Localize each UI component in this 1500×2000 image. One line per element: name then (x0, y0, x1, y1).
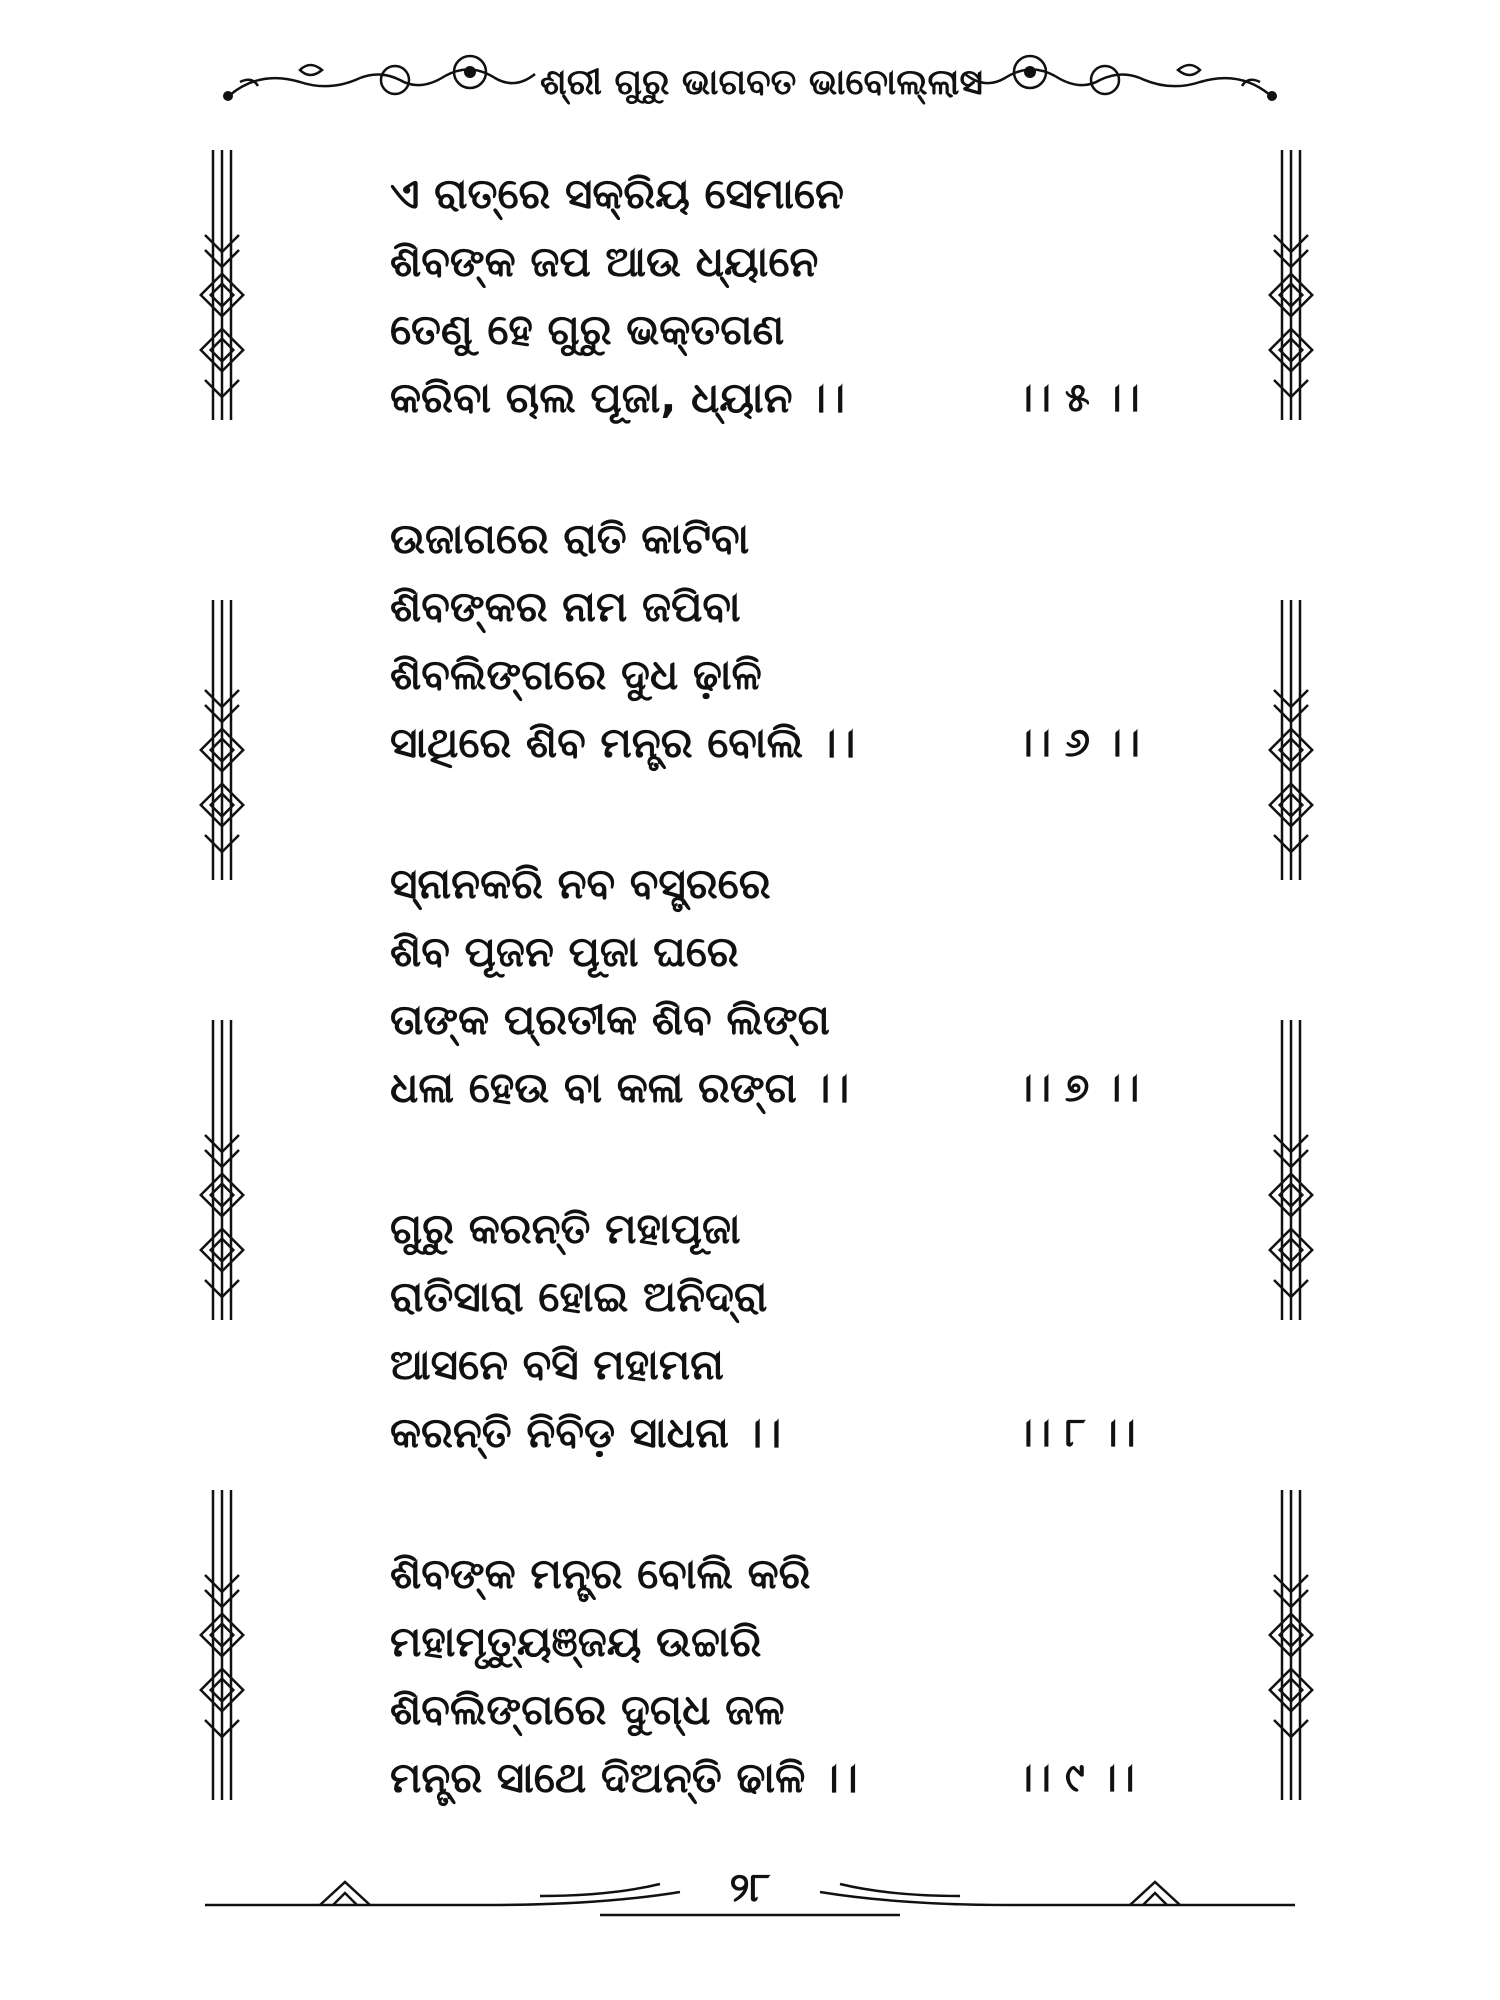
verse-number: ।। ୯ ।। (1015, 1755, 1135, 1801)
verse-number: ।। ୮ ।। (1015, 1410, 1136, 1456)
stanza-9 (390, 1540, 1170, 1812)
verse-line: ଗୁରୁ କରନ୍ତି ମହାପୂଜା (390, 1204, 741, 1253)
verse-line: ସ୍ନାନକରି ନବ ବସ୍ତ୍ରରେ (390, 859, 771, 908)
verse-line-last (390, 1744, 1170, 1812)
verse-line: ଏ ରାତ୍ରେ ସକ୍ରିୟ ସେମାନେ (390, 169, 844, 218)
verse-line: ରାତିସାରା ହୋଇ ଅନିଦ୍ରା (390, 1272, 768, 1321)
verse-line: ମହାମୃତ୍ୟୁଞ୍ଜୟ ଉଚ୍ଚାରି (390, 1617, 762, 1666)
verse-line: ଶିବଙ୍କର ନାମ ଜପିବା (390, 582, 741, 631)
verse-line: ଉଜାଗରେ ରାତି କାଟିବା (390, 514, 750, 563)
stanza-5 (390, 160, 1170, 432)
stanza-7 (390, 850, 1170, 1122)
verse-line: ଆସନେ ବସି ମହାମନା (390, 1340, 724, 1389)
verse-line-text: କରିବା ଚାଲ ପୂଜା, ଧ୍ୟାନ ।। (390, 373, 845, 422)
verse-line-last (390, 364, 1170, 432)
verse-line: ଶିବଲିଙ୍ଗରେ ଦୁଗ୍ଧ ଜଳ (390, 1685, 785, 1734)
verse-line: ଶିବଙ୍କ ଜପ ଆଉ ଧ୍ୟାନେ (390, 237, 819, 286)
verse-line-last (390, 709, 1170, 777)
verse-line: ତାଙ୍କ ପ୍ରତୀକ ଶିବ ଲିଙ୍ଗ (390, 995, 830, 1044)
verse-number: ।। ୭ ।। (1015, 1065, 1140, 1111)
verse-line-text: କରନ୍ତି ନିବିଡ଼ ସାଧନା ।। (390, 1408, 782, 1457)
verse-number: ।। ୫ ।। (1015, 375, 1140, 421)
verse-line: ତେଣୁ ହେ ଗୁରୁ ଭକ୍ତଗଣ (390, 305, 785, 354)
verse-line: ଶିବଲିଙ୍ଗରେ ଦୁଧ ଢ଼ାଳି (390, 650, 762, 699)
verse-line-last (390, 1399, 1170, 1467)
verse-line: ଶିବଙ୍କ ମନ୍ତ୍ର ବୋଲି କରି (390, 1549, 811, 1598)
page-number: ୨୮ (729, 1865, 771, 1911)
stanza-6 (390, 505, 1170, 777)
page-header-title: ଶ୍ରୀ ଗୁରୁ ଭାଗବତ ଭାବୋଲ୍ଲାସ (540, 62, 983, 103)
verse-line-text: ମନ୍ତ୍ର ସାଥେ ଦିଅନ୍ତି ଢାଳି ।। (390, 1753, 858, 1802)
verse-line-text: ଧଳା ହେଉ ବା କଳା ରଙ୍ଗ ।। (390, 1063, 850, 1112)
verse-line: ଶିବ ପୂଜନ ପୂଜା ଘରେ (390, 927, 739, 976)
verse-line-last (390, 1054, 1170, 1122)
verse-number: ।। ୬ ।। (1015, 720, 1140, 766)
stanza-8 (390, 1195, 1170, 1467)
verse-line-text: ସାଥିରେ ଶିବ ମନ୍ତ୍ର ବୋଲି ।। (390, 718, 856, 767)
